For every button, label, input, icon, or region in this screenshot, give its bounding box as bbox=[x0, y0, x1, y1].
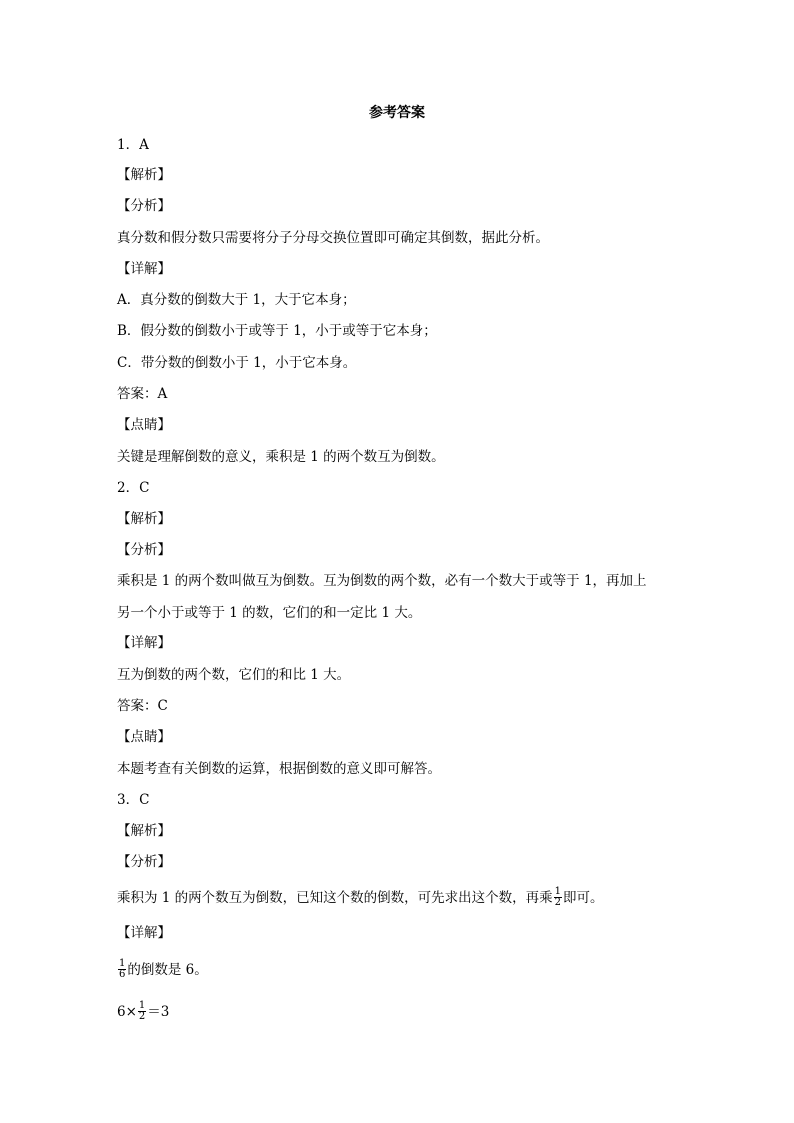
text-line: 本题考查有关倒数的运算，根据倒数的意义即可解答。 bbox=[117, 761, 441, 777]
text-line: 【解析】 bbox=[117, 823, 171, 839]
text-line: 【分析】 bbox=[117, 198, 171, 214]
text-line: 关键是理解倒数的意义，乘积是 1 的两个数互为倒数。 bbox=[117, 449, 445, 465]
text-line: 1．A bbox=[117, 137, 149, 153]
text-line: 真分数和假分数只需要将分子分母交换位置即可确定其倒数，据此分析。 bbox=[117, 230, 549, 246]
fraction-numerator: 1 bbox=[554, 886, 562, 897]
q3-line2-after: ＝3 bbox=[147, 1004, 170, 1020]
text-line: C．带分数的倒数小于 1，小于它本身。 bbox=[117, 355, 357, 371]
page-title: 参考答案 bbox=[369, 105, 425, 121]
text-line: 【详解】 bbox=[117, 261, 171, 277]
fraction-denominator: 6 bbox=[119, 969, 126, 980]
text-line: 【点睛】 bbox=[117, 417, 171, 433]
text-line: 2．C bbox=[117, 480, 150, 496]
fraction-one-sixth bbox=[118, 959, 126, 980]
q3-detail-heading: 【详解】 bbox=[117, 925, 171, 941]
text-line: 答案：A bbox=[117, 386, 168, 402]
q3-line1-after: 的倒数是 6。 bbox=[127, 962, 208, 978]
text-line: 3．C bbox=[117, 792, 150, 808]
fraction-denominator: 2 bbox=[138, 1011, 146, 1022]
text-line: 【分析】 bbox=[117, 542, 171, 558]
fraction-one-half bbox=[554, 887, 562, 908]
q3-analysis-text bbox=[117, 888, 604, 909]
text-line: 乘积是 1 的两个数叫做互为倒数。互为倒数的两个数，必有一个数大于或等于 1，再加上 bbox=[117, 573, 647, 589]
q3-detail-line2 bbox=[117, 1002, 169, 1023]
q3-detail-line1 bbox=[117, 960, 208, 981]
q3-line2-before: 6× bbox=[117, 1004, 137, 1020]
text-line: 【分析】 bbox=[117, 854, 171, 870]
text-line: 【点睛】 bbox=[117, 729, 171, 745]
text-line: 互为倒数的两个数，它们的和比 1 大。 bbox=[117, 667, 351, 683]
text-line: B．假分数的倒数小于或等于 1，小于或等于它本身； bbox=[117, 323, 437, 339]
text-line: A．真分数的倒数大于 1，大于它本身； bbox=[117, 292, 356, 308]
text-line: 另一个小于或等于 1 的数，它们的和一定比 1 大。 bbox=[117, 605, 422, 621]
q3-analysis-before: 乘积为 1 的两个数互为倒数，已知这个数的倒数，可先求出这个数，再乘 bbox=[117, 890, 553, 906]
fraction-one-half bbox=[138, 1001, 146, 1022]
fraction-numerator: 1 bbox=[119, 958, 126, 969]
text-line: 【解析】 bbox=[117, 167, 171, 183]
q3-analysis-after: 即可。 bbox=[563, 890, 604, 906]
text-line: 【详解】 bbox=[117, 635, 171, 651]
fraction-denominator: 2 bbox=[554, 897, 562, 908]
text-line: 【解析】 bbox=[117, 511, 171, 527]
fraction-numerator: 1 bbox=[138, 1000, 146, 1011]
text-line: 答案：C bbox=[117, 698, 168, 714]
